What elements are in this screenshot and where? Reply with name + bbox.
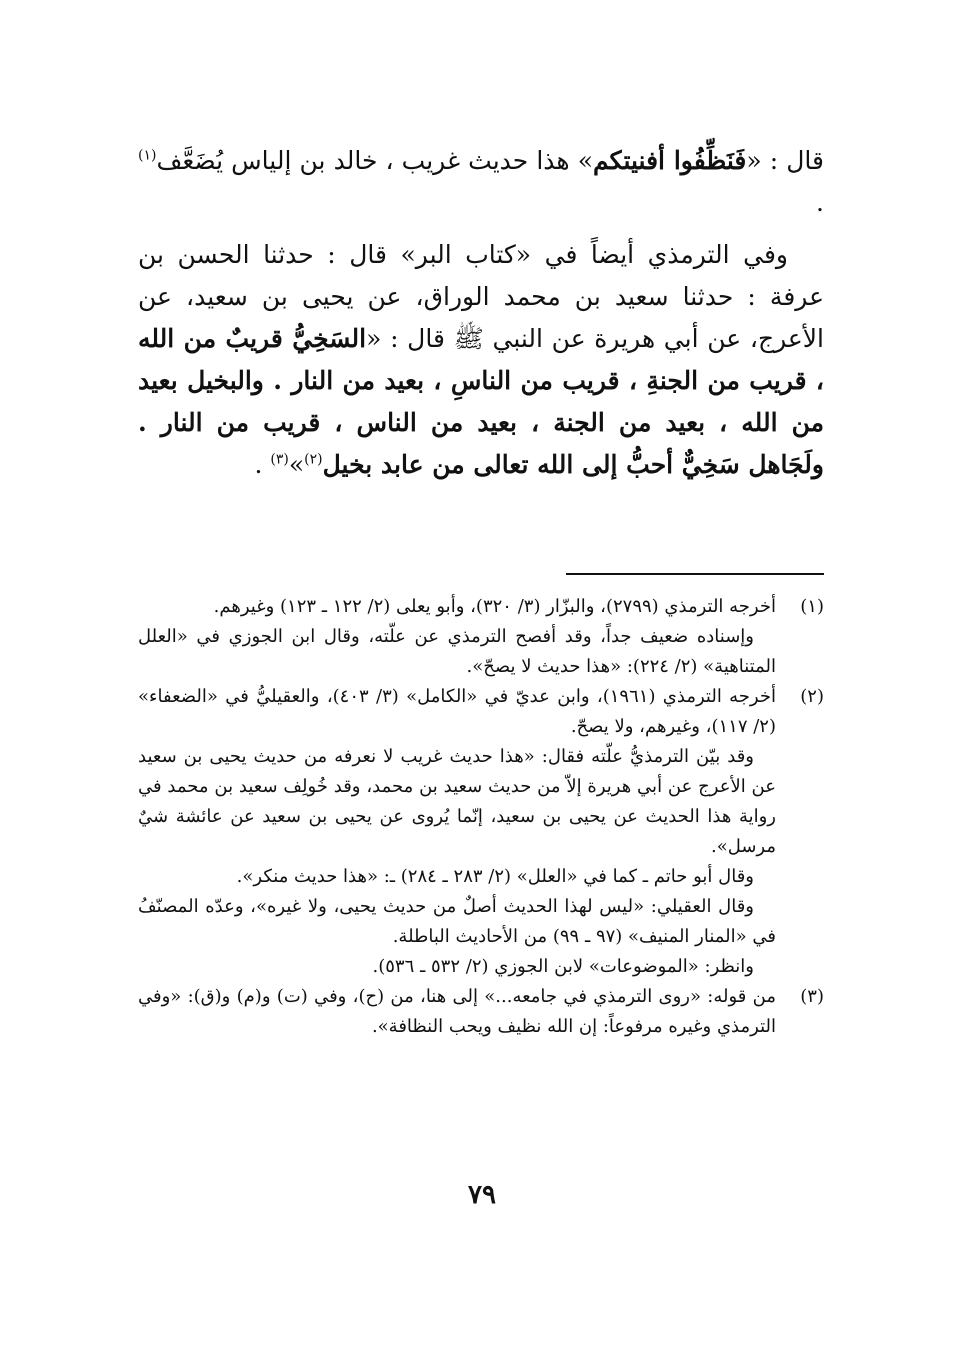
footnote-body [138, 592, 776, 682]
paragraph-1 [138, 140, 824, 224]
page-number: ٧٩ [468, 1180, 496, 1210]
p2-text: وفي الترمذي أيضاً في «كتاب البر» قال : حدثنا الحسن بن عرفة : حدثنا سعيد بن محمد الوراق، عن يحيى بن سعيد، عن الأعرج، عن أبي هريرة عن النبي ﷺ قال : « [138, 240, 824, 353]
footnote-text: وقال العقيلي: «ليس لهذا الحديث أصلٌ من حديث يحيى، ولا غيره»، وعدّه المصنّفُ في «المنار المنيف» (٩٧ ـ ٩٩) من الأحاديث الباطلة. [138, 896, 776, 947]
footnote-separator [566, 573, 824, 575]
footnote-3 [138, 982, 824, 1042]
footnote-1 [138, 592, 824, 682]
footnote-number: (١) [800, 596, 824, 617]
footnote-number: (٢) [800, 686, 824, 707]
footnote-ref-1: (١) [138, 147, 157, 164]
footnote-ref-3: (٣) [270, 451, 289, 468]
footnote-number: (٣) [800, 986, 824, 1007]
footnote-2 [138, 682, 824, 982]
p1-end: . [816, 188, 824, 217]
p2-end: . [254, 450, 271, 479]
p1-rest: » هذا حديث غريب ، خالد بن إلياس يُضَعَّف [156, 146, 593, 175]
footnote-text: وانظر: «الموضوعات» لابن الجوزي (٢/ ٥٣٢ ـ ٥٣٦). [372, 956, 754, 977]
footnote-ref-2: (٢) [304, 451, 323, 468]
footnote-text: أخرجه الترمذي (٢٧٩٩)، والبزّار (٣/ ٣٢٠)، وأبو يعلى (٢/ ١٢٢ ـ ١٢٣) وغيرهم. [213, 596, 776, 617]
footnote-text: وقال أبو حاتم ـ كما في «العلل» (٢/ ٢٨٣ ـ ٢٨٤) ـ: «هذا حديث منكر». [236, 866, 754, 887]
footnote-text: وإسناده ضعيف جداً، وقد أفصح الترمذي عن علّته، وقال ابن الجوزي في «العلل المتناهية» (٢/ ٢٢٤): «هذا حديث لا يصحّ». [138, 626, 776, 677]
main-text [138, 140, 824, 496]
hadith-quote-1: فَنَظِّفُوا أفنيتكم [593, 146, 747, 175]
p1-prefix: قال : « [746, 146, 824, 175]
footnotes [138, 592, 824, 1042]
footnote-body [138, 982, 776, 1042]
hadith-quote-2: السَخِيُّ قريبٌ من الله ، قريب من الجنةِ ، قريب من الناسِ ، بعيد من النار . والبخيل بعيد من الله ، بعيد من الجنة ، بعيد من الناس ، قريب من النار . ولَجَاهل سَخِيٌّ أحبُّ إلى الله تعالى من عابد بخيل [138, 324, 824, 479]
paragraph-2 [138, 234, 824, 486]
footnote-text: أخرجه الترمذي (١٩٦١)، وابن عديّ في «الكامل» (٣/ ٤٠٣)، والعقيليُّ في «الضعفاء» (٢/ ١١٧)، وغيرهم، ولا يصحّ. [138, 686, 776, 737]
p2-close-quote: » [288, 450, 305, 479]
footnote-text: من قوله: «روى الترمذي في جامعه...» إلى هنا، من (ح)، وفي (ت) و(م) و(ق): «وفي الترمذي وغيره مرفوعاً: إن الله نظيف ويحب النظافة». [138, 986, 776, 1037]
footnote-body [138, 682, 776, 982]
footnote-text: وقد بيّن الترمذيُّ علّته فقال: «هذا حديث غريب لا نعرفه من حديث يحيى بن سعيد عن الأعرج عن أبي هريرة إلاّ من حديث سعيد بن محمد، وقد خُولِف سعيد بن محمد في رواية هذا الحديث عن يحيى بن سعيد، إنّما يُروى عن يحيى بن سعيد عن عائشة شيٌ مرسل». [138, 746, 776, 857]
